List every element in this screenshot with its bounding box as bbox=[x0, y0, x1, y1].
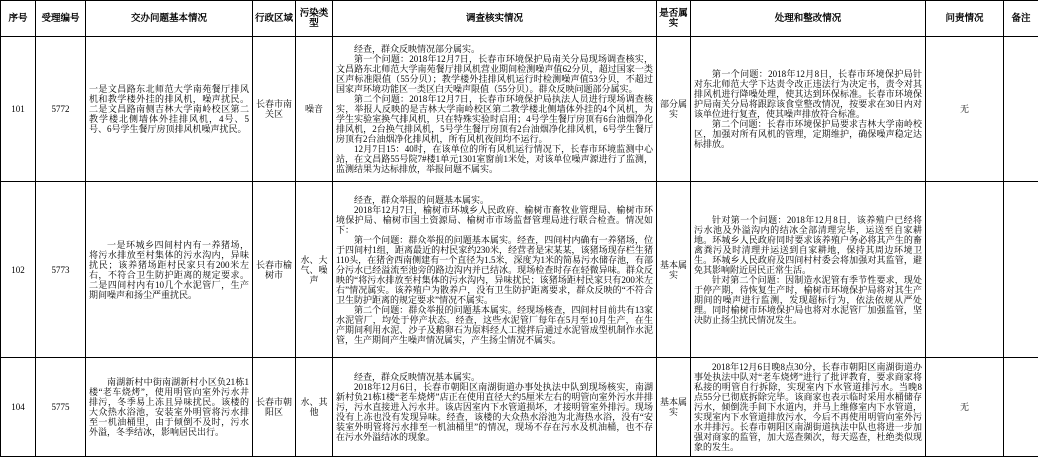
col-header-accountability: 问责情况 bbox=[926, 1, 1004, 37]
cell-remark bbox=[1004, 182, 1038, 358]
cell-problem bbox=[86, 358, 253, 457]
cell-remark bbox=[1004, 37, 1038, 182]
cell-accountability: 无 bbox=[926, 37, 1004, 182]
cell-region: 长春市榆树市 bbox=[253, 182, 296, 358]
col-header-pollution-type: 污染类型 bbox=[296, 1, 333, 37]
cell-handling bbox=[691, 358, 926, 457]
investigation-paragraph: 经查，群众反映情况基本属实。 bbox=[354, 372, 481, 382]
handling-paragraph: 2018年12月6日晚8点30分，长春市朝阳区南湖街道办事处执法中队对“老车烧烤”进行了批评教育，要求商家将私接的明管自行拆除，实现室内下水管道排污水。当晚8点55分已彻底拆除完毕。该商家也表示临时采用水桶储存污水，倾倒洗手间下水道内，并马上维修室内下水管道，实现室内下水管道排放污水，今后不再使用明管向室外污水井排污。长春市朝阳区南湖街道执法中队也将进一步加强对商家的监管，加大巡查频次，每天巡查，杜绝类似现象的发生。 bbox=[694, 362, 922, 452]
table-row bbox=[1, 182, 1038, 358]
cell-verified: 基本属实 bbox=[657, 182, 691, 358]
investigation-paragraph: 经查，群众举报的问题基本属实。 bbox=[354, 194, 490, 205]
investigation-paragraph: 第一个问题：2018年12月7日，长春市环境保护局南关分局现场调查核实，文昌路东北师范大学南苑餐厅排风机营业期间检测噪声值62分贝，超过国家一类区声标准限值（55分贝）；教学楼外挂排风机运行时检测噪声值53分贝，不超过国家声环境功能区一类区白天噪声限值（55分贝）。群众反映问题部分属实。 bbox=[336, 54, 653, 94]
cell-seq: 102 bbox=[1, 182, 36, 358]
investigation-paragraph: 第二个问题：群众举报的问题基本属实。经现场核查，四间村目前共有13家水泥管厂，均处于停产状态。经查，这些水泥管厂每年在5月至10月生产，在生产期间利用水泥、沙子及鹅卵石为原料经人工搅拌后通过水泥管成型机制作水泥管，生产期间产生噪声情况属实，产生扬尘情况不属实。 bbox=[336, 304, 653, 345]
header-row bbox=[1, 1, 1038, 37]
problem-paragraph: 南湖新村中街南湖新村小区负21栋1楼“老车烧烤”，使用明管向室外污水井排污，冬季易上冻且异味扰民。该楼的大众热水浴池，安装室外明管将污水排至一机油桶里，由于倾倒不及时，污水外溢，冬季结冰，影响居民出行。 bbox=[89, 377, 249, 437]
col-header-handling: 处理和整改情况 bbox=[691, 1, 926, 37]
cell-accountability bbox=[926, 182, 1004, 358]
cell-pollution-type: 水、其他 bbox=[296, 358, 333, 457]
table-row bbox=[1, 37, 1038, 182]
table-row bbox=[1, 358, 1038, 457]
investigation-paragraph: 第一个问题：群众举报的问题基本属实。经查，四间村内确有一养猪场，位于四间村1组，距离最近的村民家约230米，经营者是宋某某，该猪场现存栏生猪110头，在猪舍西南侧建有一个直径为1.5米，深度为1米的简易污水储存池，有部分污水已经溢流至池旁的路边沟内并已结冰。现场检查时存在轻微异味。群众反映的“将污水排放至村集体的污水沟内，异味扰民；该猪场距村民家只有200米左右”情况属实。该养殖户为散养户，没有卫生防护距离要求，群众反映的“不符合卫生防护距离的规定要求”情况不属实。 bbox=[336, 234, 653, 305]
col-header-remark: 备注 bbox=[1004, 1, 1038, 37]
investigation-paragraph: 经查，群众反映情况部分属实。 bbox=[354, 44, 481, 54]
col-header-region: 行政区域 bbox=[253, 1, 296, 37]
cell-case-no: 5773 bbox=[36, 182, 86, 358]
col-header-problem: 交办问题基本情况 bbox=[86, 1, 253, 37]
investigation-paragraph: 2018年12月6日，长春市朝阳区南湖街道办事处执法中队到现场核实，南湖新村负21栋1楼“老车烧烤”店正在使用直径大约5厘米左右的明管向室外污水井排污，污水直接进入污水井。该店因室内下水管道损坏，才接明管室外排污。现场没有上冻也没有发现异味。经查，该楼的大众热水浴池为北海热水浴，没有“安装室外明管将污水排至一机油桶里”的情况，现场不存在污水及机油桶，也不存在污水外溢结冰的现象。 bbox=[336, 382, 653, 442]
cell-case-no: 5772 bbox=[36, 37, 86, 182]
cell-investigation bbox=[333, 37, 657, 182]
cell-investigation bbox=[333, 358, 657, 457]
cell-handling bbox=[691, 182, 926, 358]
cell-seq: 101 bbox=[1, 37, 36, 182]
col-header-seq: 序号 bbox=[1, 1, 36, 37]
handling-paragraph: 第一个问题：2018年12月8日，长春市环境保护局针对东北师范大学下达责令改正违法行为决定书，责令对其排风机进行降噪处理，使其达到环保标准。长春市环境保护局南关分局将跟踪该食堂整改情况，按要求在30日内对该单位进行复查，使其噪声排放符合标准。 bbox=[694, 69, 922, 119]
cell-accountability: 无 bbox=[926, 358, 1004, 457]
cell-pollution-type: 水、大气、噪声 bbox=[296, 182, 333, 358]
handling-paragraph: 针对第一个问题：2018年12月8日，该养殖户已经将污水池及外溢沟内的结冰全部清理完毕，运送至自家耕地。环城乡人民政府同时要求该养殖户务必将其产生的畜禽粪污及时清理并运送到自家耕地，保持其周边环境卫生。环城乡人民政府及四间村村委会将加强对其监管，避免其影响附近居民正常生活。 bbox=[694, 214, 922, 275]
problem-paragraph: 一是文昌路东北师范大学南苑餐厅排风机和教学楼外挂的排风机，噪声扰民。二是文昌路南侧吉林大学南岭校区第二教学楼北侧墙体外挂排风机，4号、5号、6号学生餐厅房顶排风机噪声扰民。 bbox=[89, 84, 249, 134]
col-header-investigation: 调查核实情况 bbox=[333, 1, 657, 37]
cell-pollution-type: 噪音 bbox=[296, 37, 333, 182]
problem-paragraph: 一是环城乡四间村内有一养猪场，将污水排放至村集体的污水沟内，异味扰民；该养猪场距村民家只有200米左右，不符合卫生防护距离的规定要求。二是四间村内有10几个水泥管厂，生产期间噪声和扬尘严重扰民。 bbox=[89, 239, 249, 300]
handling-paragraph: 针对第二个问题：因制造水泥管有季节性要求，现处于停产期，待恢复生产时，榆树市环境保护局将对其生产期间的噪声进行监测，发现超标行为，依法依规从严处理。同时榆树市环境保护局也将对水泥管厂加强监管，坚决防止扬尘扰民情况发生。 bbox=[694, 274, 922, 325]
cell-investigation bbox=[333, 182, 657, 358]
investigation-paragraph: 2018年12月7日，榆树市环城乡人民政府、榆树市畜牧业管理局、榆树市环境保护局、榆树市国土资源局、榆树市市场监督管理局进行联合检查。情况如下： bbox=[336, 204, 653, 235]
col-header-case-no: 受理编号 bbox=[36, 1, 86, 37]
investigation-paragraph: 第二个问题：2018年12月7日，长春市环境保护局执法人员进行现场调查核实，举报人反映的是吉林大学南岭校区第二教学楼北侧墙体外挂的4个风机，为学生实验室换气排风机，只在特殊实验时启用；4号学生餐厅房顶有6台油烟净化排风机，2台换气排风机，5号学生餐厅房顶有2台油烟净化排风机，6号学生餐厅房顶有2台油烟净化排风机，所有风机夜间均不运行。 bbox=[336, 94, 653, 144]
cell-problem bbox=[86, 182, 253, 358]
cell-region: 长春市南关区 bbox=[253, 37, 296, 182]
cell-verified: 基本属实 bbox=[657, 358, 691, 457]
cell-remark bbox=[1004, 358, 1038, 457]
cell-verified: 部分属实 bbox=[657, 37, 691, 182]
cell-handling bbox=[691, 37, 926, 182]
cell-problem bbox=[86, 37, 253, 182]
col-header-verified: 是否属实 bbox=[657, 1, 691, 37]
cell-case-no: 5775 bbox=[36, 358, 86, 457]
cell-seq: 104 bbox=[1, 358, 36, 457]
handling-paragraph: 第二个问题：长春市环境保护局要求吉林大学南岭校区，加强对所有风机的管理，定期维护，确保噪声稳定达标排放。 bbox=[694, 119, 922, 149]
investigation-paragraph: 12月7日15：40时，在该单位的所有风机运行情况下，长春市环境监测中心站，在文昌路55号院7#楼1单元1301室窗前1米处，对该单位噪声源进行了监测，监测结果为达标排放，举报问题不属实。 bbox=[336, 144, 653, 174]
cell-region: 长春市朝阳区 bbox=[253, 358, 296, 457]
